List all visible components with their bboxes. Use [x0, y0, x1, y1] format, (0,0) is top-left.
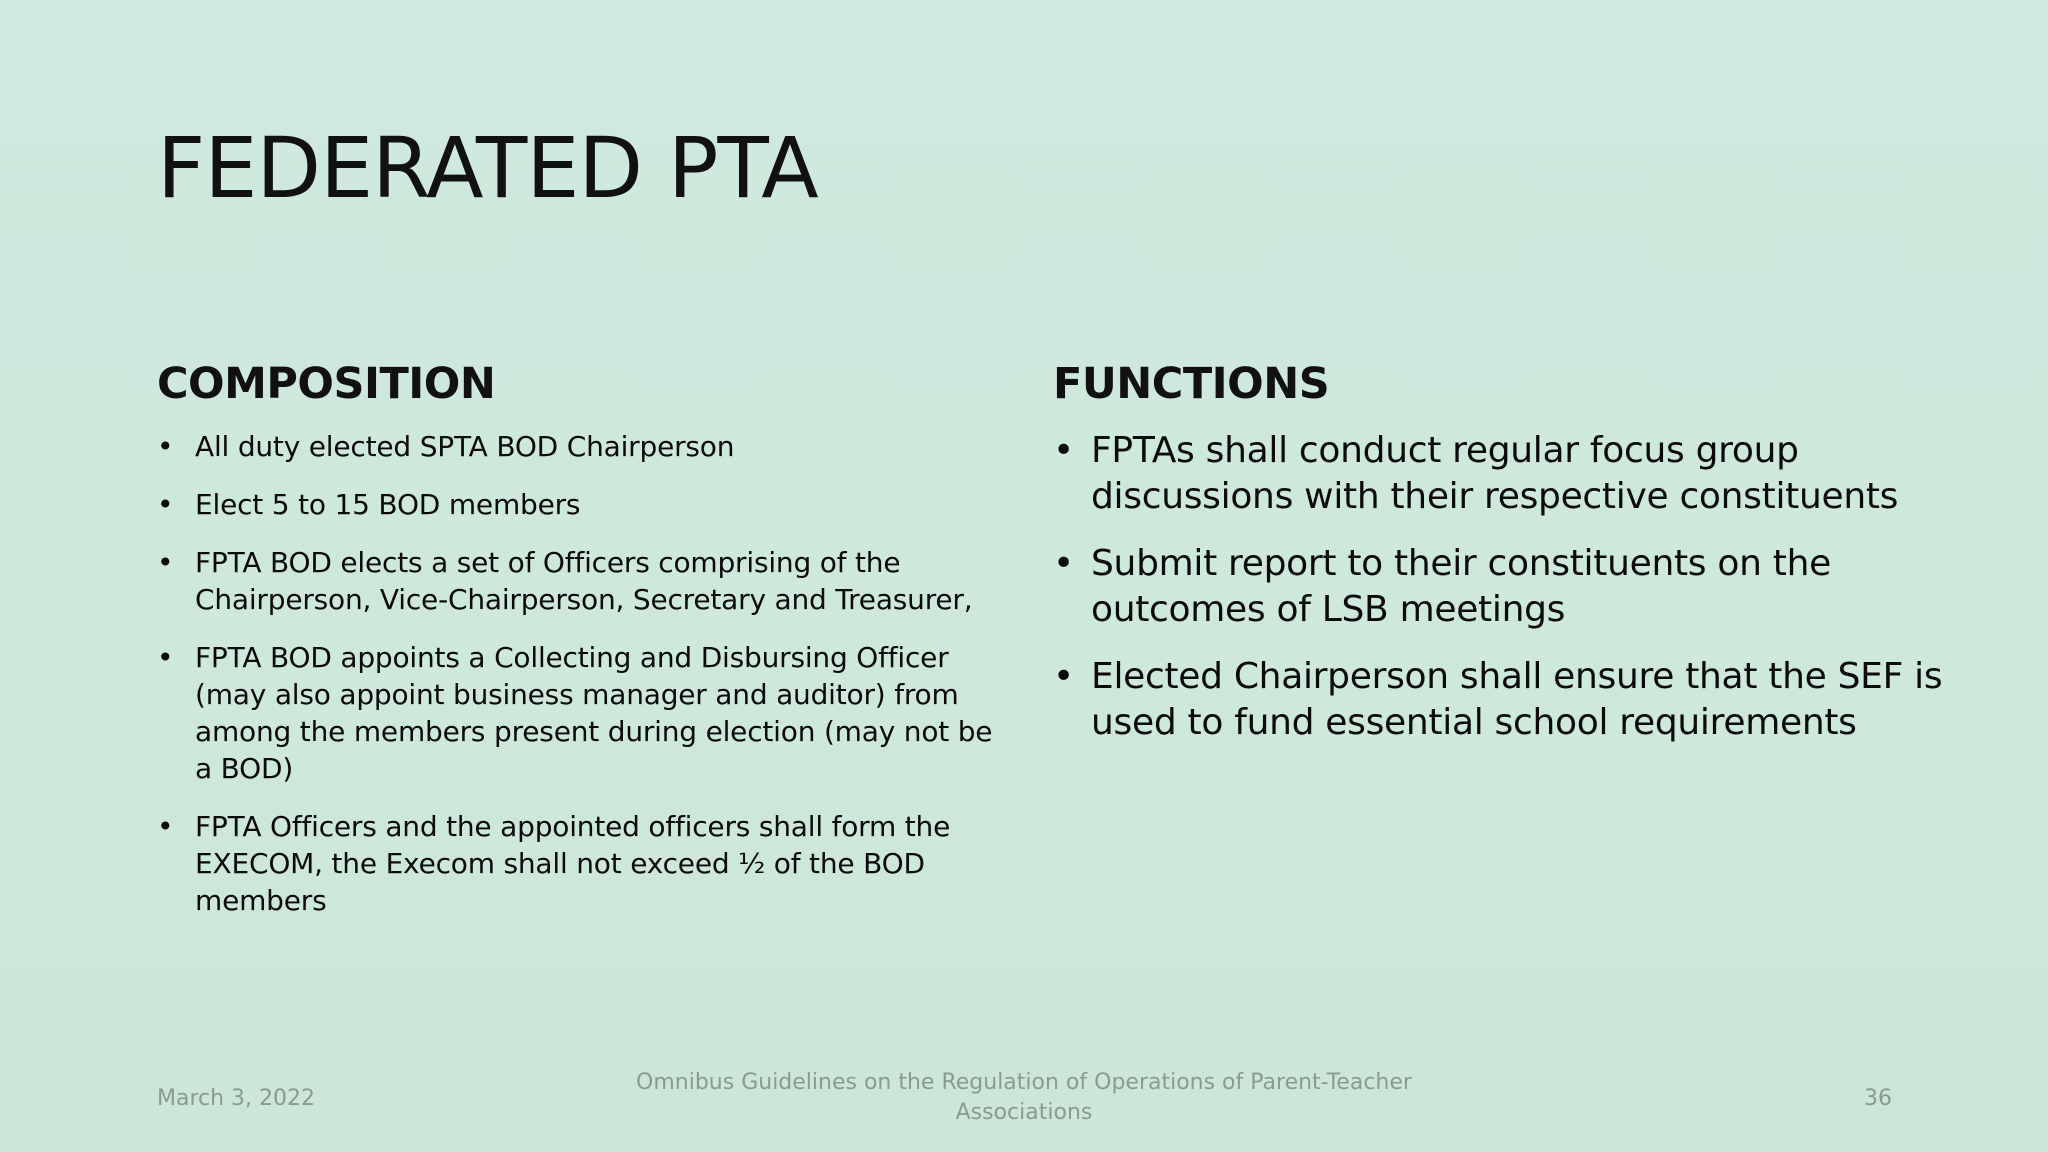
bullet-icon: •	[157, 430, 174, 463]
list-item-text: Elect 5 to 15 BOD members	[195, 488, 581, 521]
footer-title: Omnibus Guidelines on the Regulation of Operations of Parent-Teacher Associations	[636, 1070, 1412, 1125]
bullet-icon: •	[157, 810, 174, 843]
slide-title: FEDERATED PTA	[157, 119, 818, 217]
list-item-text: Elected Chairperson shall ensure that the SEF is used to fund essential school requirements	[1091, 656, 1943, 743]
bullet-icon: •	[157, 641, 174, 674]
list-item	[157, 428, 1007, 465]
bullet-icon: •	[1053, 430, 1074, 471]
list-item-text: FPTAs shall conduct regular focus group discussions with their respective constituents	[1091, 430, 1899, 517]
functions-heading: FUNCTIONS	[1053, 359, 1330, 409]
bullet-icon: •	[157, 546, 174, 579]
composition-heading: COMPOSITION	[157, 359, 496, 409]
functions-list	[1053, 428, 1953, 767]
list-item-text: All duty elected SPTA BOD Chairperson	[195, 430, 735, 463]
bullet-icon: •	[1053, 543, 1074, 584]
list-item	[157, 639, 1007, 787]
page-number: 36	[1864, 1086, 1892, 1111]
list-item	[157, 544, 1007, 618]
list-item-text: Submit report to their constituents on the outcomes of LSB meetings	[1091, 543, 1831, 630]
list-item-text: FPTA Officers and the appointed officers shall form the EXECOM, the Execom shall not exceed ½ of the BOD members	[195, 810, 951, 917]
list-item	[1053, 654, 1953, 746]
bullet-icon: •	[1053, 656, 1074, 697]
list-item	[1053, 428, 1953, 520]
list-item	[157, 808, 1007, 919]
list-item	[157, 486, 1007, 523]
list-item-text: FPTA BOD appoints a Collecting and Disbursing Officer (may also appoint business manager and auditor) from among the members present during election (may not be a BOD)	[195, 641, 993, 785]
list-item-text: FPTA BOD elects a set of Officers comprising of the Chairperson, Vice-Chairperson, Secretary and Treasurer,	[195, 546, 973, 616]
list-item	[1053, 541, 1953, 633]
composition-list	[157, 428, 1007, 940]
footer-date: March 3, 2022	[157, 1086, 316, 1111]
bullet-icon: •	[157, 488, 174, 521]
